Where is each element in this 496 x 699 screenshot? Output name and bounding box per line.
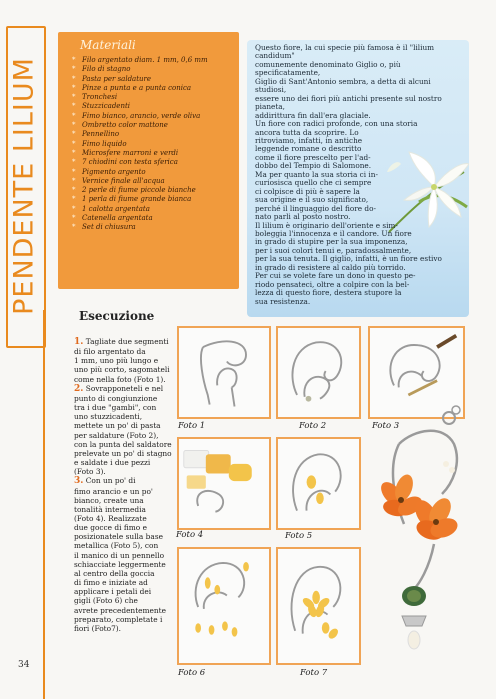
material-item: * Pinze a punta e a punta conica [72, 84, 237, 93]
photo-7 [276, 547, 361, 665]
material-item: * 1 perla di fiume grande bianca [72, 195, 237, 204]
photo-1-caption: Foto 1 [178, 421, 206, 431]
material-item: * Filo di stagno [72, 65, 237, 74]
step-text: Con un po' di fimo arancio e un po' bianco, create una tonalità intermedia (Foto 4). Realizzate due gocce di fimo e posizionatele sulla base metallica (Foto 5), con il manico di un pennello schiacciate leggermente al centro della goccia di fimo e iniziate ad applicare i petali dei gigli (Foto 6) che avrete precedentemente preparato, completate i fiori (Foto7). [74, 476, 167, 633]
materials-list [72, 56, 237, 233]
material-item: * Ombretto color mattone [72, 121, 237, 130]
material-item: * Microsfere marroni e verdi [72, 149, 237, 158]
page-title: PENDENTE LILIUM [8, 57, 40, 315]
material-item: * Stuzzicadenti [72, 102, 237, 111]
step-number: 1. [74, 337, 84, 347]
photo-4-caption: Foto 4 [176, 530, 204, 540]
photo-7-caption: Foto 7 [300, 668, 328, 678]
description-text: Questo fiore, la cui specie più famosa è il "lilium candidum" comunemente denominato Giglio o, più specificatamente, Giglio di Sant'Antonio sembra, a detta di alcuni studiosi, essere uno dei fiori più antichi presente sul nostro pianeta, addirittura fin dall'era glaciale. Un fiore con radici profonde, con una storia ancora tutta da scoprire. Lo ritroviamo, infatti, in antiche leggende romane o descritto come il fiore prescelto per l'ad- dobbo del Tempio di Salomone. Ma per quanto la sua storia ci in- curiosisca quello che ci sempre ci colpisce di più è sapere la sua origine e il suo significato, perché il linguaggio del fiore do- nato parli al posto nostro. Il lilium è originario dell'oriente e sim- boleggia l'innocenza e il candore. Un fiore in grado di stupire per la sua imponenza, per i suoi colori tenui e, paradossalmente, per la sua tenuta. Il giglio, infatti, è un fiore estivo in grado di resistere al caldo più torrido. Per cui se volete fare un dono in questo pe- riodo pensateci, oltre a colpire con la bel- lezza di questo fiore, destera stupore la sua resistenza. [255, 43, 442, 306]
step-number: 2. [74, 383, 84, 394]
margin-rule [43, 310, 45, 699]
step-text: Sovrapponeteli e nel punto di congiunzione tra i due "gambi", con uno stuzzicadenti, mettete un po' di pasta per saldature (Foto 2), con la punta del saldatore prelevate un po' di stagno e saldate i due pezzi (Foto 3). [74, 383, 172, 477]
petals-image [179, 549, 269, 663]
material-item: * Tronchesi [72, 93, 237, 102]
photo-5 [276, 437, 361, 530]
material-item: * Pasta per saldature [72, 75, 237, 84]
clay-blocks-image [179, 439, 269, 528]
execution-steps [74, 337, 176, 633]
photo-6 [177, 547, 271, 665]
photo-2 [276, 326, 361, 419]
material-item: * 7 chiodini con testa sferica [72, 158, 237, 167]
wire-with-clay-image [278, 439, 359, 528]
photo-3-caption: Foto 3 [372, 421, 400, 431]
photo-4 [177, 437, 271, 530]
wire-shape-image [179, 328, 269, 417]
material-item: * Pigmento argento [72, 168, 237, 177]
material-item: * Vernice finale all'acqua [72, 177, 237, 186]
flowers-image [278, 549, 359, 663]
materials-box [58, 32, 239, 289]
step-number: 3. [74, 476, 84, 487]
material-item: * Pennellino [72, 130, 237, 139]
material-item: * Set di chiusura [72, 223, 237, 232]
step-text: Tagliate due segmenti di filo argentato da 1 mm, uno più lungo e uno più corto, sagomateli come nella foto (Foto 1). [74, 337, 170, 384]
finished-pendant-image [374, 404, 474, 666]
orange-lily-flower [411, 495, 461, 544]
photo-2-caption: Foto 2 [299, 421, 327, 431]
page-number: 34 [18, 660, 30, 670]
material-item: * 2 perle di fiume piccole bianche [72, 186, 237, 195]
material-item: * Fimo liquido [72, 140, 237, 149]
material-item: * Fimo bianco, arancio, verde oliva [72, 112, 237, 121]
material-item: * Catenella argentata [72, 214, 237, 223]
photo-5-caption: Foto 5 [285, 531, 313, 541]
description-box [247, 40, 469, 317]
execution-title: Esecuzione [79, 309, 155, 323]
materials-title: Materiali [80, 38, 136, 52]
material-item: * Filo argentato diam. 1 mm, 0,6 mm [72, 56, 237, 65]
wire-shape-image [278, 328, 359, 417]
material-item: * 1 calotta argentata [72, 205, 237, 214]
photo-1 [177, 326, 271, 419]
photo-6-caption: Foto 6 [178, 668, 206, 678]
